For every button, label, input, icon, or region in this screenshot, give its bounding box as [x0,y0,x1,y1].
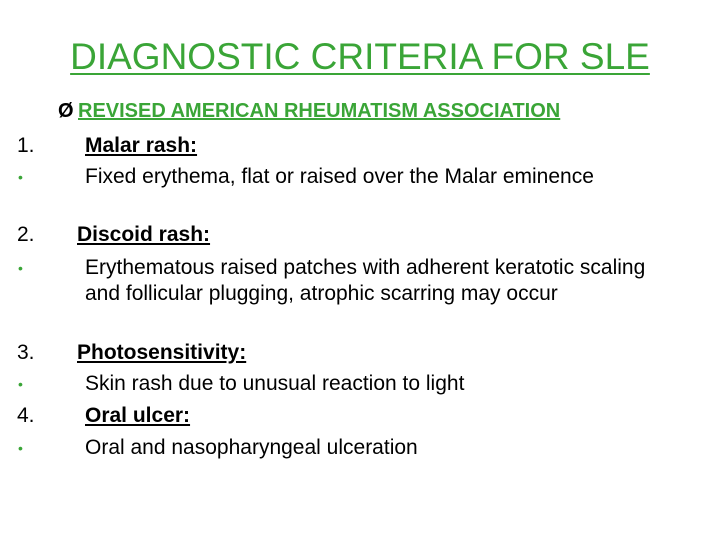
item-description: Skin rash due to unusual reaction to light [85,372,465,395]
item-description: Fixed erythema, flat or raised over the Malar eminence [85,165,594,188]
item-number: 3. [17,341,35,364]
arrow-bullet-icon: Ø [58,100,74,122]
item-number: 2. [17,223,35,246]
bullet-icon: • [18,169,23,185]
item-number: 4. [17,404,35,427]
item-heading: Photosensitivity: [77,341,247,364]
item-description: Oral and nasopharyngeal ulceration [85,436,418,459]
slide-title: DIAGNOSTIC CRITERIA FOR SLE [70,36,650,77]
item-heading: Discoid rash: [77,223,211,246]
subheading-text: REVISED AMERICAN RHEUMATISM ASSOCIATION [78,100,561,122]
bullet-icon: • [18,440,23,456]
item-heading: Malar rash: [85,134,198,157]
bullet-icon: • [18,260,23,276]
item-number: 1. [17,134,35,157]
item-heading: Oral ulcer: [85,404,191,427]
item-description: Erythematous raised patches with adherent keratotic scaling and follicular plugging, atrophic scarring may occur [85,256,646,305]
bullet-icon: • [18,376,23,392]
